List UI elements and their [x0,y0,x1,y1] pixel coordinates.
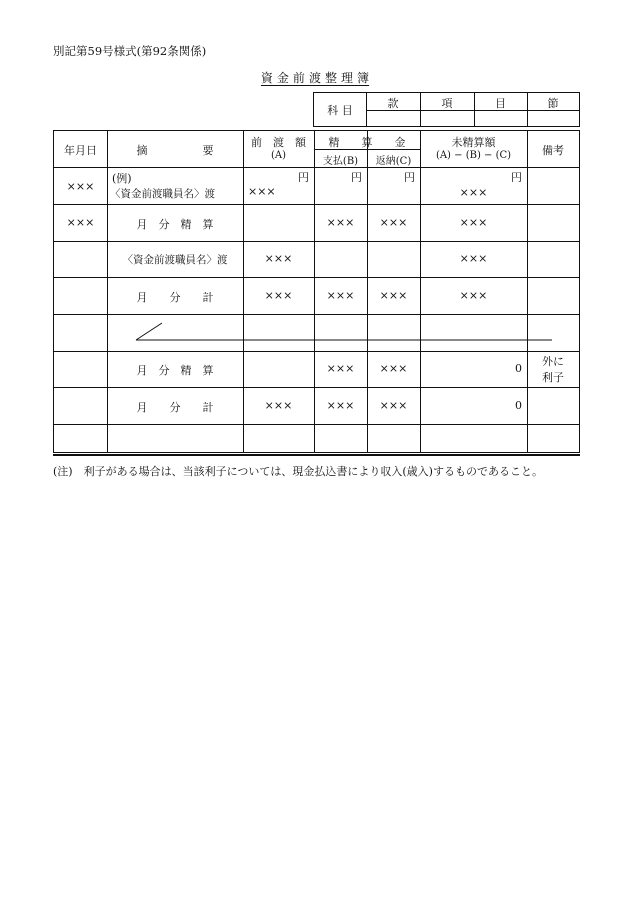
continuation-slash [136,323,162,340]
row-biko: 利子 [542,371,564,384]
kamoku-label: 科 目 [327,104,353,117]
row-miseisan: 0 [515,399,522,412]
row-hennou: ××× [379,362,408,375]
row-hennou: ××× [379,289,408,302]
row-miseisan: ××× [459,186,488,199]
row-tekiyo: 〈資金前渡職員名〉渡 [110,188,215,200]
row-tekiyo-example: (例) [112,172,132,185]
header-tekiyo: 摘 要 [136,144,214,157]
kamoku-moku: 目 [495,97,506,110]
kamoku-setsu: 節 [547,97,559,110]
row-biko: 外に [542,355,564,368]
row-maewatashi: ××× [264,252,293,265]
row-shiharai: ××× [326,362,355,375]
row-miseisan: ××× [459,289,488,302]
row-miseisan: ××× [459,252,488,265]
bottom-double-rule [53,454,580,456]
row-shiharai: ××× [326,399,355,412]
header-biko: 備考 [542,144,564,157]
row-divider [54,204,579,205]
header-seisan: 精 算 金 [328,136,406,149]
page-title [0,69,630,86]
kamoku-kou: 項 [441,97,453,110]
row-tekiyo: 月 分 計 [136,291,214,304]
yen-unit: 円 [511,171,522,184]
header-maewatashi: 前 渡 額 [251,136,306,149]
header-miseisan: 未精算額 [451,136,496,149]
row-tekiyo: 月 分 精 算 [136,364,214,377]
kamoku-kan: 款 [387,97,399,110]
row-maewatashi: ××× [264,289,293,302]
continuation-mark [54,314,581,351]
column-divider [527,131,528,452]
row-tekiyo: 月 分 精 算 [136,218,214,231]
header-miseisan-formula: (A) − (B) − (C) [435,150,512,161]
row-date: ××× [66,216,95,229]
yen-unit: 円 [351,171,362,184]
row-divider [54,424,579,425]
header-maewatashi-sub: (A) [270,150,287,161]
row-divider [54,277,579,278]
row-shiharai: ××× [326,289,355,302]
yen-unit: 円 [298,171,309,184]
form-label: 別記第59号様式(第92条関係) [53,44,207,58]
row-miseisan: 0 [515,362,522,375]
row-divider [54,387,579,388]
header-date: 年月日 [64,144,97,157]
ledger-table [53,130,580,453]
row-hennou: ××× [379,399,408,412]
title-text: 資 金 前 渡 整 理 簿 [260,71,370,85]
footnote: (注) 利子がある場合は、当該利子については、現金払込書により収入(歳入)するものであること。 [53,465,543,478]
yen-unit: 円 [404,171,415,184]
header-hennou: 返納(C) [375,156,412,167]
row-hennou: ××× [379,216,408,229]
row-maewatashi: ××× [248,185,276,198]
row-maewatashi: ××× [264,399,293,412]
row-divider [54,351,579,352]
kamoku-table [313,92,580,127]
row-date: ××× [66,180,95,193]
header-shiharai: 支払(B) [322,156,359,167]
row-shiharai: ××× [326,216,355,229]
row-divider [54,241,579,242]
row-tekiyo: 月 分 計 [136,401,214,414]
row-tekiyo: 〈資金前渡職員名〉渡 [122,254,228,266]
row-miseisan: ××× [459,216,488,229]
row-divider [54,167,579,168]
